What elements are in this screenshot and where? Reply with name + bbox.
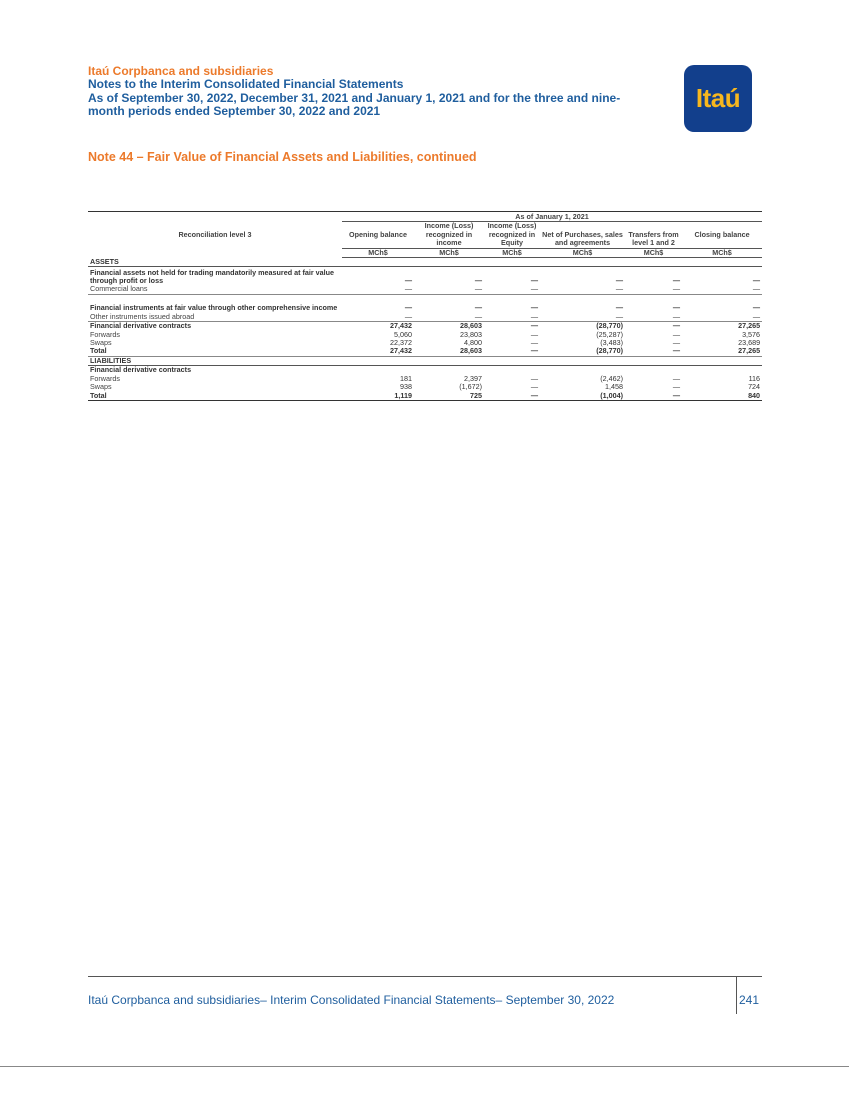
unit-label: MCh$	[342, 248, 414, 257]
cell: 27,432	[390, 321, 412, 331]
table-row	[88, 375, 762, 383]
cell: —	[530, 329, 538, 339]
cell: —	[474, 276, 482, 286]
unit-label: MCh$	[682, 248, 762, 257]
cell: 3,576	[742, 329, 761, 339]
cell: —	[625, 285, 682, 294]
reconciliation-table	[88, 211, 762, 401]
cell: (28,770)	[540, 347, 625, 356]
cell: (2,462)	[600, 373, 623, 383]
cell: —	[672, 329, 680, 339]
cell: —	[615, 276, 623, 286]
cell: 1,458	[605, 382, 623, 392]
footer-separator	[736, 976, 737, 1014]
cell: —	[625, 313, 682, 322]
cell: —	[672, 382, 680, 392]
col-header-transfers: Transfers from level 1 and 2	[628, 229, 679, 248]
cell: —	[414, 313, 484, 322]
as-of-header: As of January 1, 2021	[342, 213, 762, 222]
cell: 27,265	[738, 321, 761, 331]
table-row	[88, 267, 762, 286]
cell: —	[530, 303, 538, 313]
page-number: 241	[739, 993, 760, 1007]
cell: —	[672, 338, 680, 348]
cell: —	[682, 285, 762, 294]
row-label: Swaps	[90, 338, 112, 348]
table-row	[88, 322, 762, 331]
cell: —	[672, 373, 680, 383]
row-label: Financial instruments at fair value through other comprehensive income	[90, 303, 338, 313]
cell: 27,265	[682, 347, 762, 356]
unit-label: MCh$	[625, 248, 682, 257]
table-row	[88, 331, 762, 339]
cell: —	[530, 276, 538, 286]
document-header	[88, 64, 678, 119]
cell: —	[752, 276, 761, 286]
cell: —	[484, 285, 540, 294]
cell: —	[342, 313, 414, 322]
header-line-dates: As of September 30, 2022, December 31, 2021 and January 1, 2021 and for the three and nine-	[88, 90, 621, 105]
cell: —	[530, 338, 538, 348]
table-row	[88, 383, 762, 391]
col-header-net-purchases: Net of Purchases, sales and agreements	[542, 229, 623, 248]
row-label: Total	[88, 347, 342, 356]
cell: —	[682, 313, 762, 322]
col-header-income: Income (Loss) recognized in income	[424, 221, 474, 248]
col-header-closing: Closing balance	[694, 229, 750, 239]
footer-text: Itaú Corpbanca and subsidiaries– Interim Consolidated Financial Statements– September 30, 2022	[88, 993, 615, 1007]
row-label: Commercial loans	[88, 285, 342, 294]
col-header-equity: Income (Loss) recognized in Equity	[487, 221, 537, 248]
row-label: Forwards	[90, 373, 120, 383]
cell: —	[672, 303, 680, 313]
header-line-notes: Notes to the Interim Consolidated Financial Statements	[88, 77, 404, 91]
cell: —	[484, 347, 540, 356]
cell: —	[540, 285, 625, 294]
cell: 181	[400, 373, 412, 383]
cell: 22,372	[390, 338, 412, 348]
cell: —	[625, 347, 682, 356]
section-label: ASSETS	[88, 258, 762, 267]
row-label: Financial derivative contracts	[90, 321, 192, 331]
row-label-header: Reconciliation level 3	[178, 229, 252, 239]
unit-label: MCh$	[414, 248, 484, 257]
cell: 4,800	[464, 338, 482, 348]
cell: —	[474, 303, 482, 313]
cell: (28,770)	[596, 321, 623, 331]
row-label: Swaps	[90, 382, 112, 392]
table-row	[88, 366, 762, 375]
cell: 840	[682, 392, 762, 401]
cell: —	[342, 285, 414, 294]
cell: —	[530, 373, 538, 383]
cell: 1,119	[342, 392, 414, 401]
row-label: Financial derivative contracts	[90, 365, 192, 375]
cell: (3,483)	[600, 338, 623, 348]
cell: —	[672, 276, 680, 286]
itau-logo	[684, 65, 752, 132]
cell: 725	[414, 392, 484, 401]
footer-divider	[88, 976, 762, 977]
row-label: Other instruments issued abroad	[88, 313, 342, 322]
cell: (25,287)	[596, 329, 623, 339]
cell: —	[484, 392, 540, 401]
header-line-periods: month periods ended September 30, 2022 and 2021	[88, 104, 381, 118]
page-bottom-rule	[0, 1066, 849, 1067]
section-assets	[88, 258, 762, 267]
table-row-total	[88, 392, 762, 401]
cell: —	[615, 303, 623, 313]
cell: —	[414, 285, 484, 294]
logo-text: Itaú	[695, 83, 741, 113]
unit-label: MCh$	[484, 248, 540, 257]
row-label: Total	[88, 392, 342, 401]
cell: 5,060	[394, 329, 412, 339]
col-header-opening: Opening balance	[349, 229, 407, 239]
cell: —	[672, 321, 680, 331]
cell: 116	[748, 373, 761, 383]
cell: —	[530, 382, 538, 392]
table-row	[88, 285, 762, 294]
cell: 724	[748, 382, 761, 392]
cell: —	[625, 392, 682, 401]
cell: —	[404, 303, 412, 313]
cell: 28,603	[460, 321, 482, 331]
cell: 28,603	[414, 347, 484, 356]
company-name: Itaú Corpbanca and subsidiaries	[88, 64, 274, 78]
cell: —	[540, 313, 625, 322]
table-row-total	[88, 347, 762, 356]
cell: —	[484, 313, 540, 322]
cell: 2,397	[464, 373, 482, 383]
table-row	[88, 339, 762, 347]
cell: 23,803	[460, 329, 482, 339]
cell: —	[752, 303, 761, 313]
cell: —	[404, 276, 412, 286]
unit-label: MCh$	[540, 248, 625, 257]
cell: 27,432	[342, 347, 414, 356]
section-label: LIABILITIES	[88, 356, 762, 365]
cell: (1,004)	[540, 392, 625, 401]
cell: (1,672)	[459, 382, 482, 392]
cell: —	[530, 321, 538, 331]
cell: 938	[400, 382, 412, 392]
note-title: Note 44 – Fair Value of Financial Assets and Liabilities, continued	[88, 150, 477, 164]
cell: 23,689	[738, 338, 761, 348]
row-label: Financial assets not held for trading mandatorily measured at fair value through profit or loss	[90, 267, 335, 286]
row-label: Forwards	[90, 329, 120, 339]
table-row	[88, 294, 762, 313]
